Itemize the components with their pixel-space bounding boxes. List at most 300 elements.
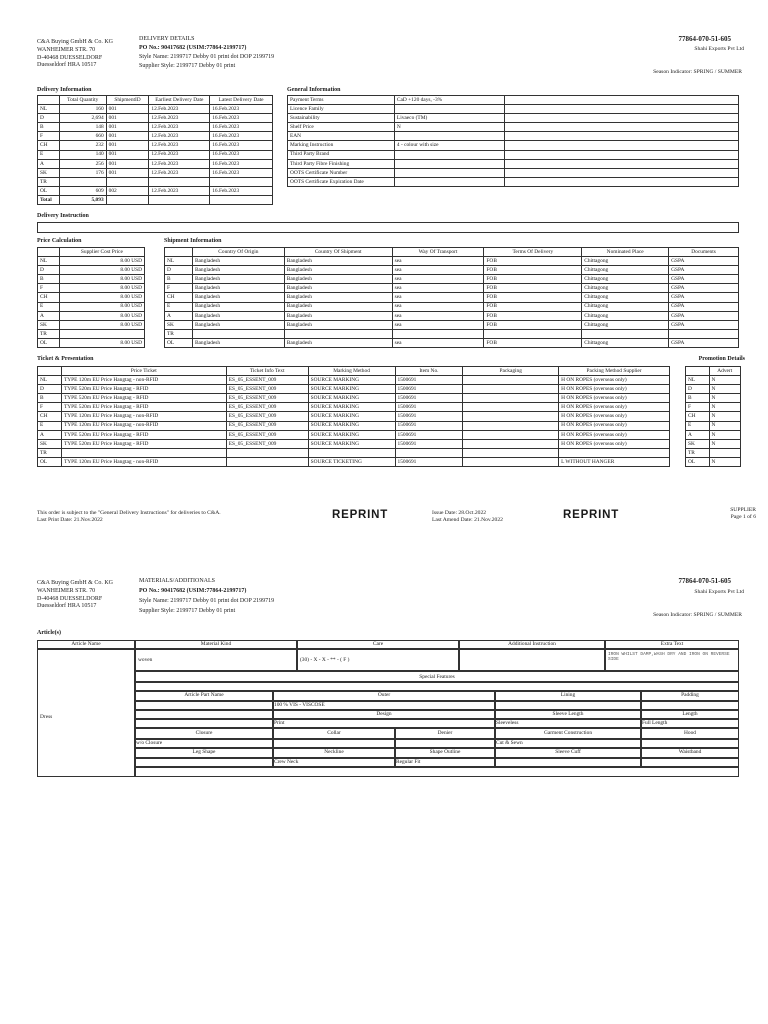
table-cell: F: [38, 284, 60, 293]
table-cell: D: [38, 114, 60, 123]
table-cell: NL: [38, 376, 62, 385]
table-row: [686, 448, 741, 457]
table-row: [686, 394, 741, 403]
table-cell: Bangladesh: [284, 311, 392, 320]
additional-instruction-value: [459, 649, 605, 671]
table-cell: [504, 132, 738, 141]
table-cell: 609: [59, 186, 106, 195]
table-cell: 12.Feb.2023: [149, 186, 210, 195]
table-header-cell: Country Of Shipment: [284, 248, 392, 257]
footer-notes: [37, 510, 317, 524]
table-cell: [463, 457, 559, 466]
table-cell: [308, 448, 395, 457]
issue-date: Issue Date: 28.Oct.2022: [432, 510, 487, 516]
footer-page-info: [650, 507, 756, 521]
table-cell: Bangladesh: [192, 257, 284, 266]
style-name: Style Name: 2199717 Debby 01 print dot DOP 2199719: [139, 54, 275, 60]
table-row: [38, 394, 670, 403]
general-info-table: [287, 95, 739, 187]
table-row: [38, 448, 670, 457]
shipment-info-title: Shipment Information: [164, 238, 222, 244]
table-cell: 1500691: [395, 394, 463, 403]
company-street: WANHEIMER STR. 70: [37, 46, 96, 53]
supplier-copy-label: SUPPLIER: [730, 507, 756, 513]
supplier-style: Supplier Style: 2199717 Debby 01 print: [139, 608, 236, 614]
table-cell: Chittagong: [582, 293, 669, 302]
table-cell: OL: [38, 338, 60, 347]
table-cell: [394, 132, 504, 141]
header-extra-text: Extra Text: [605, 640, 739, 649]
table-cell: 8.00 USD: [59, 293, 144, 302]
table-row: [38, 421, 670, 430]
table-cell: 12.Feb.2023: [149, 105, 210, 114]
table-row: [38, 257, 145, 266]
table-row: [38, 403, 670, 412]
table-cell: FOB: [484, 257, 582, 266]
table-cell: sea: [392, 320, 484, 329]
reprint-stamp-left: REPRINT: [332, 509, 389, 521]
table-cell: H ON ROPES (overseas only): [559, 376, 670, 385]
table-cell: sea: [392, 311, 484, 320]
part-header-lining: Lining: [495, 691, 641, 701]
table-cell: 1500691: [395, 403, 463, 412]
table-cell: OL: [38, 457, 62, 466]
table-row: [38, 311, 145, 320]
table-header-cell: Ticket Info Text: [226, 367, 308, 376]
shipment-info-table: [164, 247, 739, 348]
table-cell: 16.Feb.2023: [210, 105, 273, 114]
table-row: [686, 403, 741, 412]
table-cell: sea: [392, 266, 484, 275]
table-row: [686, 439, 741, 448]
table-cell: SK: [686, 439, 710, 448]
table-cell: D: [165, 266, 193, 275]
table-cell: [392, 329, 484, 338]
care-value: (30) - X - X - ** - ( F ): [297, 649, 459, 671]
table-cell: GSPA: [669, 302, 739, 311]
table-header-cell: Documents: [669, 248, 739, 257]
special-features-value: [135, 682, 739, 691]
table-row: [38, 114, 273, 123]
delivery-instruction-title: Delivery Instruction: [37, 213, 89, 219]
table-row: [686, 412, 741, 421]
table-row: [38, 302, 145, 311]
table-cell: L WITHOUT HANGER: [559, 457, 670, 466]
table-cell: Bangladesh: [192, 275, 284, 284]
table-cell: SOURCE MARKING: [308, 412, 395, 421]
table-cell: TR: [165, 329, 193, 338]
hood-value: [641, 739, 739, 748]
table-header-cell: [38, 367, 62, 376]
table-cell: TYPE 520m EU Price Hangtag - RFID: [61, 403, 226, 412]
table-cell: 8.00 USD: [59, 302, 144, 311]
table-cell: GSPA: [669, 284, 739, 293]
table-cell: FOB: [484, 275, 582, 284]
season-indicator-2: Season Indicator: SPRING / SUMMER: [653, 612, 742, 618]
table-cell: N: [709, 385, 741, 394]
table-cell: [504, 159, 738, 168]
table-cell: 8.00 USD: [59, 284, 144, 293]
table-cell: 8.00 USD: [59, 338, 144, 347]
table-cell: 148: [59, 123, 106, 132]
table-row: [38, 275, 145, 284]
table-cell: NL: [38, 257, 60, 266]
table-cell: OOTS Certificate Expiration Date: [288, 177, 395, 186]
table-cell: SOURCE MARKING: [308, 394, 395, 403]
doc-header-2: [139, 578, 399, 618]
table-cell: SOURCE MARKING: [308, 421, 395, 430]
table-cell: [210, 177, 273, 186]
table-cell: [463, 448, 559, 457]
table-row: [38, 412, 670, 421]
table-cell: [106, 177, 149, 186]
table-header-cell: Nominated Place: [582, 248, 669, 257]
table-header-cell: Marking Method: [308, 367, 395, 376]
table-header-cell: [38, 96, 60, 105]
table-cell: TR: [38, 448, 62, 457]
doc-title: DELIVERY DETAILS: [139, 36, 195, 42]
table-header-cell: Earliest Delivery Date: [149, 96, 210, 105]
table-cell: Third Party Fibre Finishing: [288, 159, 395, 168]
table-row: [165, 257, 739, 266]
table-cell: NL: [38, 105, 60, 114]
table-cell: N: [709, 394, 741, 403]
design-header: Design: [273, 710, 495, 719]
table-cell: 16.Feb.2023: [210, 132, 273, 141]
sleeve-length-header: Sleeve Length: [495, 710, 641, 719]
table-cell: Bangladesh: [284, 275, 392, 284]
table-cell: Chittagong: [582, 338, 669, 347]
part-header-outer: Outer: [273, 691, 495, 701]
table-cell: GSPA: [669, 266, 739, 275]
table-cell: B: [165, 275, 193, 284]
table-cell: 660: [59, 132, 106, 141]
table-cell: [394, 159, 504, 168]
table-cell: 16.Feb.2023: [210, 150, 273, 159]
table-header-cell: Item No.: [395, 367, 463, 376]
table-cell: FOB: [484, 293, 582, 302]
table-cell: Bangladesh: [284, 266, 392, 275]
table-cell: H ON ROPES (overseas only): [559, 421, 670, 430]
style-name: Style Name: 2199717 Debby 01 print dot DOP 2199719: [139, 598, 275, 604]
table-cell: F: [686, 403, 710, 412]
table-cell: ES_05_ESSENT_009: [226, 385, 308, 394]
table-cell: Bangladesh: [284, 338, 392, 347]
table-cell: H ON ROPES (overseas only): [559, 430, 670, 439]
table-cell: 16.Feb.2023: [210, 168, 273, 177]
waistband-value: [641, 758, 739, 767]
table-header-row: [38, 96, 273, 105]
table-cell: Bangladesh: [192, 293, 284, 302]
table-cell: TYPE 120m EU Price Hangtag - non-RFID: [61, 376, 226, 385]
table-cell: 16.Feb.2023: [210, 159, 273, 168]
lining-value: [495, 701, 641, 710]
table-row: [165, 293, 739, 302]
table-cell: A: [38, 159, 60, 168]
table-cell: Bangladesh: [192, 302, 284, 311]
table-cell: B: [686, 394, 710, 403]
table-cell: TYPE 120m EU Price Hangtag - non-RFID: [61, 421, 226, 430]
table-cell: [504, 114, 738, 123]
table-header-cell: Way Of Transport: [392, 248, 484, 257]
table-cell: H ON ROPES (overseas only): [559, 403, 670, 412]
table-row: [165, 266, 739, 275]
table-cell: FOB: [484, 284, 582, 293]
length-value: Full Length: [641, 719, 739, 728]
page-number: Page 1 of 6: [730, 513, 756, 520]
table-row: [165, 320, 739, 329]
table-row: [38, 293, 145, 302]
table-header-cell: Terms Of Delivery: [484, 248, 582, 257]
table-row: [686, 376, 741, 385]
table-cell: TR: [38, 329, 60, 338]
design-value-blank: [135, 719, 273, 728]
table-cell: 1500691: [395, 412, 463, 421]
table-cell: A: [38, 311, 60, 320]
table-row: [288, 114, 739, 123]
table-row: [288, 177, 739, 186]
table-row: [38, 266, 145, 275]
table-cell: NL: [165, 257, 193, 266]
table-cell: GSPA: [669, 338, 739, 347]
table-cell: Bangladesh: [284, 302, 392, 311]
collar-value: [273, 739, 395, 748]
subject-note: This order is subject to the "General Delivery Instructions" for deliveries to C&A.: [37, 510, 221, 516]
supplier-name-2: Shahi Exports Pvt Ltd: [694, 589, 744, 595]
table-cell: Licence Family: [288, 105, 395, 114]
table-cell: Sustainability: [288, 114, 395, 123]
table-row: [686, 421, 741, 430]
company-address: [37, 39, 147, 70]
table-cell: [504, 96, 738, 105]
table-cell: SK: [38, 320, 60, 329]
table-cell: SOURCE TICKETING: [308, 457, 395, 466]
table-cell: [463, 412, 559, 421]
company-address-2: [37, 580, 147, 611]
table-row: [38, 196, 273, 205]
table-row: [38, 329, 145, 338]
table-cell: ES_05_ESSENT_009: [226, 376, 308, 385]
table-cell: 001: [106, 159, 149, 168]
table-cell: [463, 403, 559, 412]
table-cell: B: [38, 123, 60, 132]
delivery-info-table: [37, 95, 273, 205]
table-row: [38, 457, 670, 466]
table-cell: TYPE 520m EU Price Hangtag - RFID: [61, 394, 226, 403]
table-cell: sea: [392, 293, 484, 302]
table-cell: Chittagong: [582, 311, 669, 320]
table-cell: Bangladesh: [192, 338, 284, 347]
table-cell: Bangladesh: [284, 257, 392, 266]
table-row: [38, 284, 145, 293]
denier-header: Denier: [395, 728, 495, 739]
table-cell: Chittagong: [582, 266, 669, 275]
table-cell: SK: [38, 168, 60, 177]
table-cell: [284, 329, 392, 338]
table-row: [686, 457, 741, 466]
table-cell: 16.Feb.2023: [210, 141, 273, 150]
table-header-cell: Advert: [709, 367, 741, 376]
closure-value: w/o Closure: [135, 739, 273, 748]
table-cell: 160: [59, 105, 106, 114]
table-cell: SK: [38, 439, 62, 448]
supplier-style: Supplier Style: 2199717 Debby 01 print: [139, 63, 236, 69]
table-cell: F: [38, 132, 60, 141]
table-cell: [226, 448, 308, 457]
table-cell: D: [38, 385, 62, 394]
table-cell: 001: [106, 114, 149, 123]
table-cell: sea: [392, 284, 484, 293]
table-cell: Bangladesh: [192, 266, 284, 275]
table-cell: NL: [686, 376, 710, 385]
last-amend-date: Last Amend Date: 21.Nov.2022: [432, 516, 503, 523]
table-row: [288, 132, 739, 141]
table-cell: CH: [165, 293, 193, 302]
table-cell: E: [686, 421, 710, 430]
table-cell: 1500691: [395, 430, 463, 439]
table-cell: SK: [165, 320, 193, 329]
table-cell: OL: [165, 338, 193, 347]
price-calc-title: Price Calculation: [37, 238, 82, 244]
table-cell: N: [709, 457, 741, 466]
table-cell: Third Party Brand: [288, 150, 395, 159]
table-cell: Bangladesh: [192, 284, 284, 293]
table-cell: B: [38, 394, 62, 403]
articles-bottom-row: [135, 767, 739, 777]
table-cell: sea: [392, 338, 484, 347]
table-row: [38, 385, 670, 394]
table-cell: [463, 394, 559, 403]
table-cell: SOURCE MARKING: [308, 403, 395, 412]
table-row: [165, 275, 739, 284]
table-row: [38, 123, 273, 132]
table-cell: 001: [106, 123, 149, 132]
table-cell: [463, 385, 559, 394]
table-cell: ES_05_ESSENT_009: [226, 439, 308, 448]
table-cell: [484, 329, 582, 338]
table-cell: 12.Feb.2023: [149, 168, 210, 177]
table-row: [38, 430, 670, 439]
table-cell: [59, 329, 144, 338]
table-row: [38, 132, 273, 141]
article-name-cell: [37, 649, 135, 777]
header-material-kind: Material Kind: [135, 640, 297, 649]
table-cell: [192, 329, 284, 338]
table-cell: F: [165, 284, 193, 293]
table-cell: A: [165, 311, 193, 320]
table-cell: GSPA: [669, 293, 739, 302]
table-cell: 2,694: [59, 114, 106, 123]
table-row: [288, 123, 739, 132]
table-row: [288, 96, 739, 105]
table-cell: sea: [392, 302, 484, 311]
company-name: C&A Buying GmbH & Co. KG: [37, 580, 114, 586]
table-cell: 4 - colour with size: [394, 141, 504, 150]
table-cell: ES_05_ESSENT_009: [226, 412, 308, 421]
denier-value: [395, 739, 495, 748]
hood-header: Hood: [641, 728, 739, 739]
closure-header: Closure: [135, 728, 273, 739]
special-features-label: Special Features: [135, 671, 739, 682]
table-header-row: [686, 367, 741, 376]
table-row: [38, 168, 273, 177]
table-row: [38, 177, 273, 186]
garment-construction-value: Cut & Sewn: [495, 739, 641, 748]
table-cell: [149, 177, 210, 186]
table-cell: GSPA: [669, 320, 739, 329]
table-cell: H ON ROPES (overseas only): [559, 394, 670, 403]
table-row: [38, 376, 670, 385]
doc-title: MATERIALS/ADDITIONALS: [139, 578, 215, 584]
table-cell: Chittagong: [582, 320, 669, 329]
table-cell: N: [709, 403, 741, 412]
table-cell: 140: [59, 150, 106, 159]
table-cell: N: [709, 412, 741, 421]
table-cell: FOB: [484, 311, 582, 320]
sleeve-length-value: Sleeveless: [495, 719, 641, 728]
table-cell: 001: [106, 141, 149, 150]
table-row: [165, 284, 739, 293]
table-cell: TR: [686, 448, 710, 457]
table-cell: [504, 150, 738, 159]
table-cell: GSPA: [669, 311, 739, 320]
table-cell: Chittagong: [582, 302, 669, 311]
table-cell: [210, 196, 273, 205]
table-cell: [394, 150, 504, 159]
table-cell: TYPE 520m EU Price Hangtag - RFID: [61, 430, 226, 439]
table-cell: Bangladesh: [284, 320, 392, 329]
table-row: [288, 105, 739, 114]
table-cell: [59, 177, 106, 186]
padding-value: [641, 701, 739, 710]
table-cell: D: [38, 266, 60, 275]
promotion-title: Promotion Details: [698, 356, 745, 362]
table-cell: [463, 376, 559, 385]
table-cell: [394, 168, 504, 177]
table-cell: FOB: [484, 302, 582, 311]
table-cell: E: [38, 302, 60, 311]
table-row: [38, 141, 273, 150]
price-calc-table: [37, 247, 145, 348]
table-cell: 12.Feb.2023: [149, 141, 210, 150]
table-cell: D: [686, 385, 710, 394]
part-name-value: [135, 701, 273, 710]
table-cell: [504, 177, 738, 186]
table-cell: H ON ROPES (overseas only): [559, 412, 670, 421]
general-info-title: General Information: [287, 87, 341, 93]
ticket-title: Ticket & Presentation: [37, 356, 94, 362]
design-header-blank: [135, 710, 273, 719]
table-cell: Bangladesh: [192, 320, 284, 329]
po-number: PO No.: 90417682 (USIM:77864-2199717): [139, 588, 247, 594]
table-cell: SOURCE MARKING: [308, 430, 395, 439]
company-name: C&A Buying GmbH & Co. KG: [37, 39, 114, 45]
table-cell: [559, 448, 670, 457]
company-city: D-40468 DUESSELDORF: [37, 54, 103, 61]
material-kind-value: woven: [135, 649, 297, 671]
table-cell: 12.Feb.2023: [149, 123, 210, 132]
company-city: D-40468 DUESSELDORF: [37, 595, 103, 602]
table-cell: [463, 430, 559, 439]
header-additional-instruction: Additional Instruction: [459, 640, 605, 649]
table-cell: 5,093: [59, 196, 106, 205]
table-header-row: [38, 248, 145, 257]
table-cell: E: [165, 302, 193, 311]
table-cell: Payment Terms: [288, 96, 395, 105]
table-cell: SOURCE MARKING: [308, 385, 395, 394]
collar-header: Collar: [273, 728, 395, 739]
table-row: [38, 105, 273, 114]
